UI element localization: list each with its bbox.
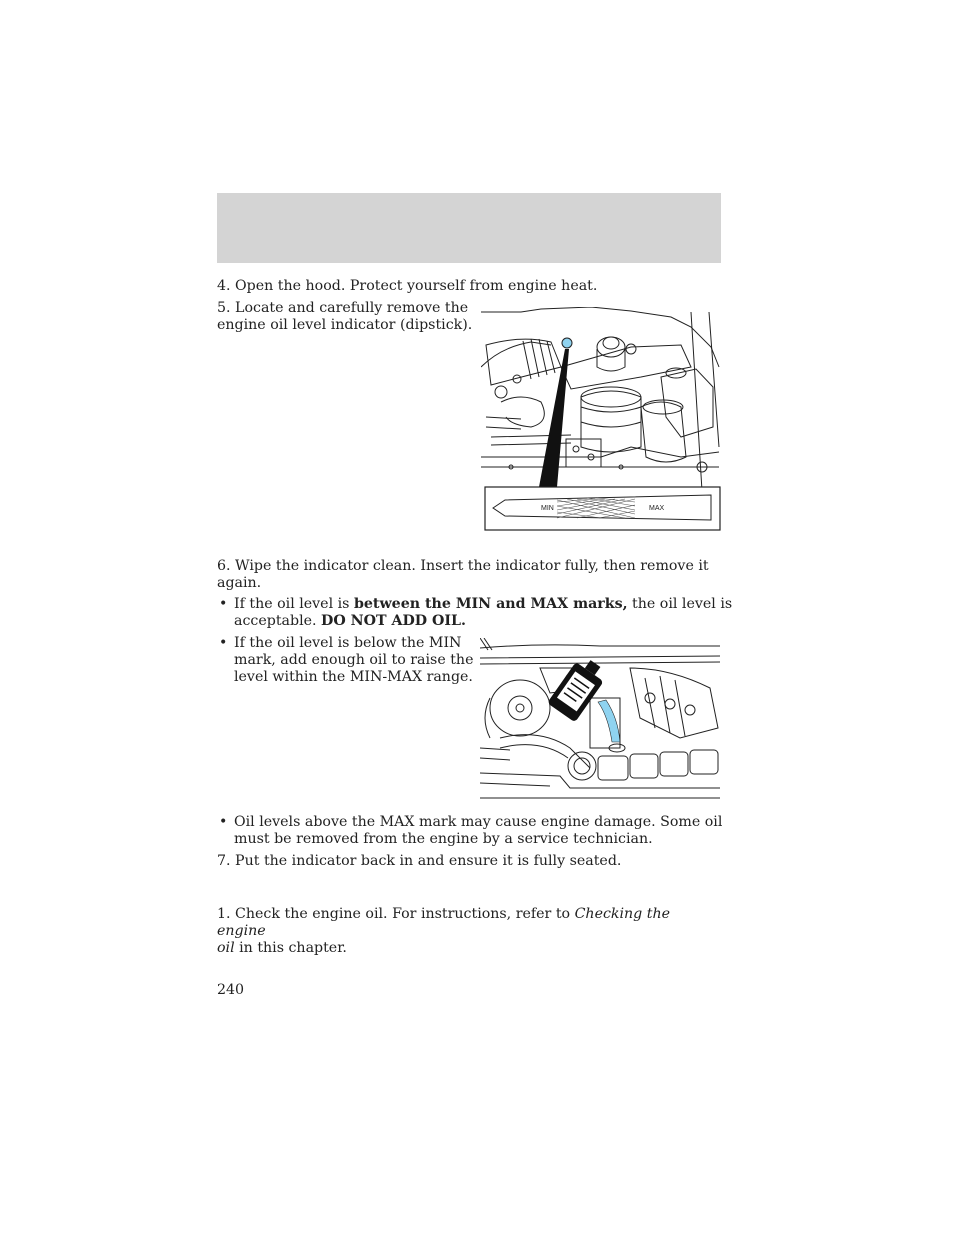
step-7: 7. Put the indicator back in and ensure it is fully seated. <box>217 853 622 869</box>
section-header-band <box>217 193 721 263</box>
step-6-line-2: again. <box>217 575 262 591</box>
engine-dipstick-illustration <box>481 307 721 531</box>
dipstick-min-label: MIN <box>541 505 554 512</box>
step-6-line-1: 6. Wipe the indicator clean. Insert the indicator fully, then remove it <box>217 558 709 574</box>
bullet-oil-above-max: • Oil levels above the MAX mark may cause engine damage. Some oil must be removed from the engine by a service technician. <box>219 814 723 847</box>
dipstick-max-label: MAX <box>649 505 665 512</box>
step-5-line-1: 5. Locate and carefully remove the <box>217 300 469 316</box>
step-5-line-2: engine oil level indicator (dipstick). <box>217 317 473 333</box>
bullet-glyph: • <box>219 635 228 651</box>
bullet-glyph: • <box>219 596 228 612</box>
bullet-oil-acceptable: • If the oil level is between the MIN and MAX marks, the oil level is acceptable. DO NOT ADD OIL. <box>219 596 733 629</box>
page-number: 240 <box>217 982 245 998</box>
bullet-oil-below-min: • If the oil level is below the MIN mark, add enough oil to raise the level within the MIN-MAX range. <box>219 635 474 685</box>
check-oil-instruction: 1. Check the engine oil. For instructions, refer to Checking the engine oil in this chapter. <box>217 906 671 956</box>
adding-oil-illustration <box>480 638 721 799</box>
step-4: 4. Open the hood. Protect yourself from engine heat. <box>217 278 598 294</box>
bullet-glyph: • <box>219 814 228 830</box>
